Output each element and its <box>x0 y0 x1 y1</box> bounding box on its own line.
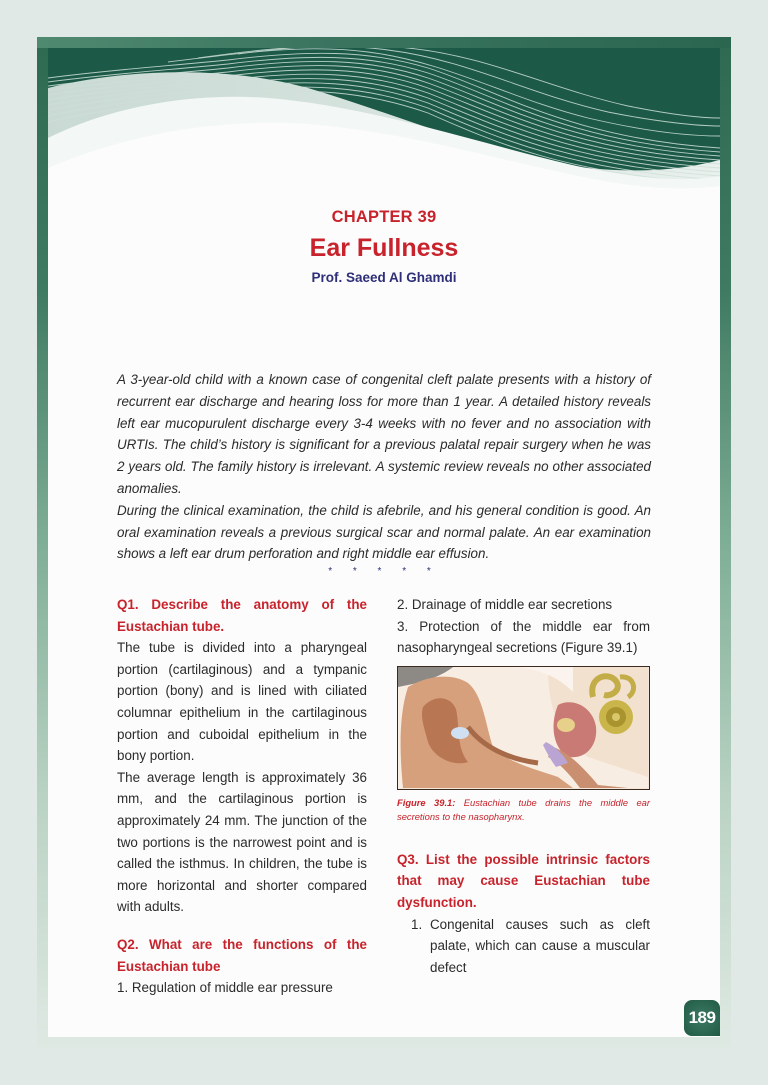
page-frame <box>37 37 731 1048</box>
answer-paragraph: The average length is approximately 36 mm, and the cartilaginous portion is approximately 24 mm. The junction of the two portions is the narrowest point and is called the isthmus. In children, the tube is more horizontal and shorter compared with adults. <box>117 769 367 915</box>
figure-caption-text: Eustachian tube drains the middle ear secretions to the nasopharynx. <box>397 796 650 822</box>
chapter-number: CHAPTER 39 <box>331 208 437 226</box>
list-item-number: 1. <box>411 916 423 932</box>
numbered-list <box>397 914 650 979</box>
figure-label: Figure 39.1: <box>397 796 456 808</box>
question-heading: Q3. List the possible intrinsic factors that may cause Eustachian tube dysfunction. <box>397 851 650 910</box>
list-item: 2. Drainage of middle ear secretions <box>397 597 613 612</box>
figure-caption <box>397 796 650 824</box>
left-column <box>117 594 367 999</box>
list-item <box>411 914 650 979</box>
list-item: 3. Protection of the middle ear from nasopharyngeal secretions (Figure 39.1) <box>397 618 650 656</box>
question-heading: Q1. Describe the anatomy of the Eustachian tube. <box>117 597 367 634</box>
answer-paragraph: The tube is divided into a pharyngeal portion (cartilaginous) and a tympanic portion (bony) and is lined with ciliated columnar epithelium in the cartilaginous portion and cuboidal epithelium in the bony portion. <box>117 640 367 764</box>
case-presentation <box>117 369 651 565</box>
chapter-title-block <box>48 206 720 288</box>
ear-anatomy-illustration <box>398 667 648 788</box>
right-column <box>397 594 650 978</box>
case-paragraph: During the clinical examination, the child is afebrile, and his general condition is good. An oral examination reveals a previous surgical scar and normal palate. An ear examination shows a left ear drum perforation and right middle ear effusion. <box>117 502 651 562</box>
page-number-badge: 189 <box>684 1000 720 1036</box>
question-heading: Q2. What are the functions of the Eustachian tube <box>117 936 367 974</box>
section-separator: * * * * * <box>328 566 440 577</box>
case-paragraph: A 3-year-old child with a known case of congenital cleft palate presents with a history of recurrent ear discharge and hearing loss for more than 1 year. A detailed history reveals left ear mucopurulent discharge every 3-4 weeks with no fever and no association with URTIs. The child’s history is significant for a previous palatal repair surgery when he was 2 years old. The family history is irrelevant. A systemic review reveals no other associated anomalies. <box>117 372 651 496</box>
figure-ear-anatomy <box>397 666 650 790</box>
list-item-text: Congenital causes such as cleft palate, which can cause a muscular defect <box>430 916 650 975</box>
list-item: 1. Regulation of middle ear pressure <box>117 980 333 996</box>
book-page <box>48 48 720 1037</box>
chapter-author: Prof. Saeed Al Ghamdi <box>311 270 457 285</box>
frame-top-edge <box>37 37 731 48</box>
chapter-title: Ear Fullness <box>309 234 459 262</box>
header-wave-decoration <box>48 48 720 218</box>
